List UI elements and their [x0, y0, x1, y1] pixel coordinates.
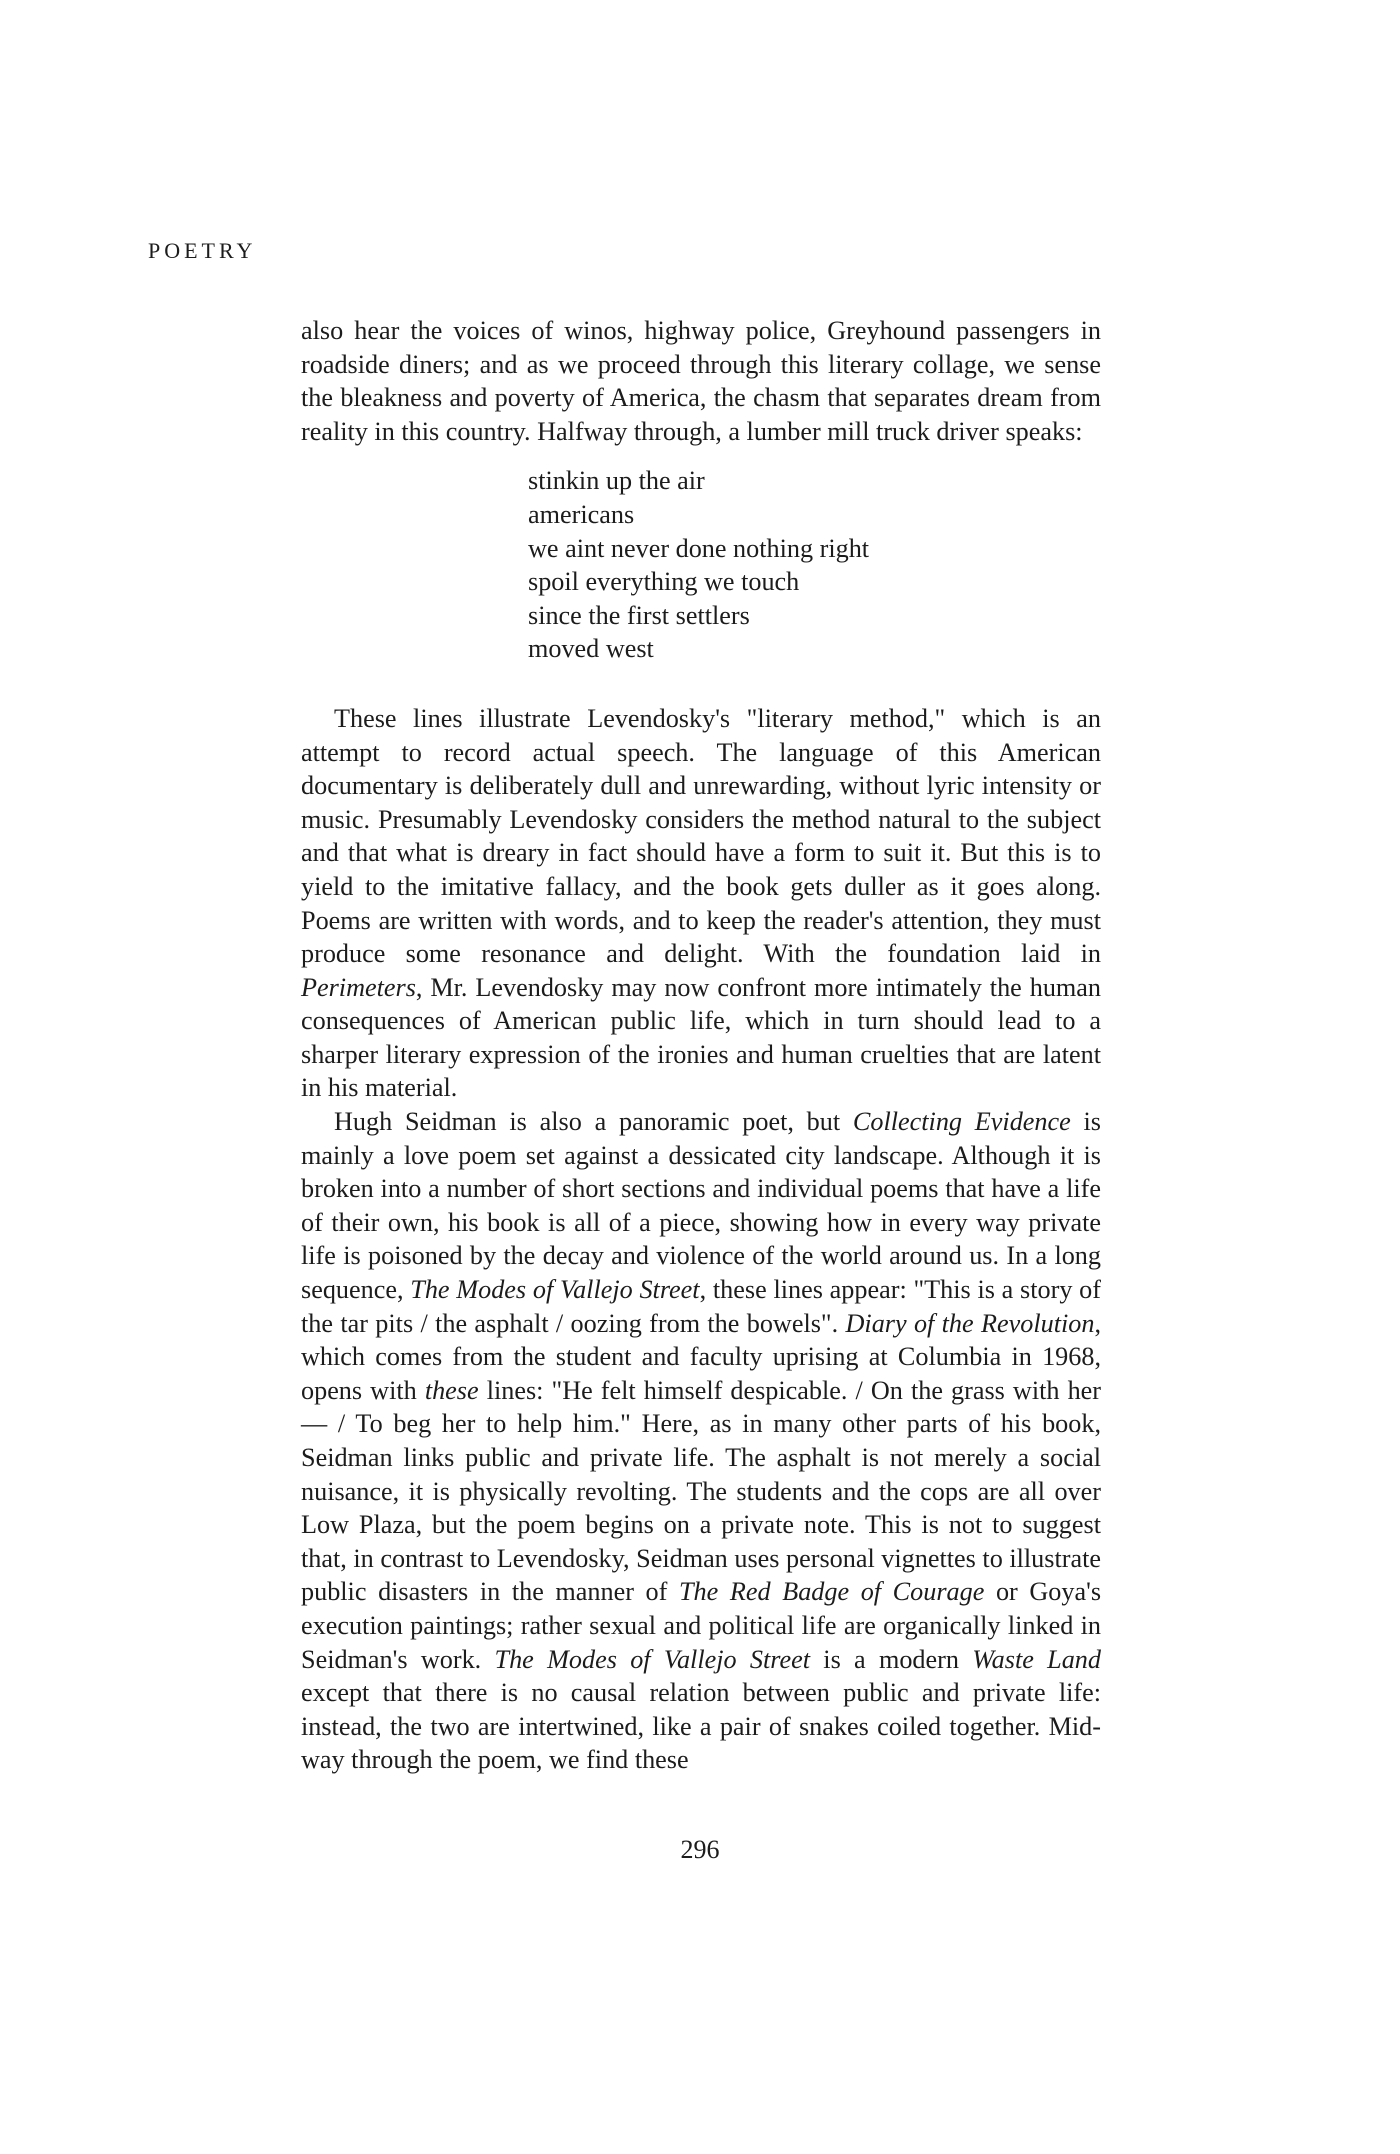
body-text — [301, 314, 1101, 1777]
text-run: except that there is no causal relation between public and private life: instead, the two are intertwined, like a pair of snakes coiled together. Mid-way through the poem, we find these — [301, 1678, 1101, 1775]
running-head: POETRY — [148, 238, 257, 263]
seidman-paragraph — [301, 1105, 1101, 1777]
text-run: or Goya's execution paintings; rather sexual and political life are organically linked in Seidman's work. — [301, 1577, 1102, 1674]
verse-line: we aint never done nothing right — [528, 533, 870, 563]
text-run: , which comes from the student and faculty uprising at Columbia in 1968, opens with — [301, 1308, 1101, 1405]
intro-paragraph: also hear the voices of winos, highway police, Greyhound passengers in roadside diners; and as we proceed through this literary collage, we sense the bleakness and poverty of America, the chasm that separates dream from reality in this country. Halfway through, a lumber mill truck driver speaks: — [301, 316, 1101, 446]
text-run: Hugh Seidman is also a panoramic poet, but — [334, 1107, 853, 1137]
text-run: , Mr. Levendosky may now confront more intimately the human consequences of American public life, which in turn should lead to a sharper literary expression of the ironies and human cruelties that are latent in his material. — [301, 972, 1101, 1103]
book-title-collecting-evidence: Collecting Evidence — [852, 1107, 1071, 1137]
text-run: is a modern — [810, 1644, 973, 1674]
book-title-red-badge: The Red Badge of Courage — [678, 1577, 985, 1607]
text-run: , these lines appear: "This is a story of the tar pits / the asphalt / oozing from the bowels". — [301, 1275, 1101, 1338]
page-number: 296 — [680, 1835, 720, 1864]
book-title-perimeters: Perimeters — [301, 972, 416, 1002]
text-run: lines: "He felt himself despicable. / On the grass with her— / To beg her to help him." Here, as in many other parts of his book, Seidman links public and private life. The asphalt is not merely a social nuisance, it is physically revolting. The students and the cops are all over Low Plaza, but the poem begins on a private note. This is not to suggest that, in contrast to Levendosky, Seidman uses personal vignettes to illustrate public disasters in the manner of — [301, 1375, 1102, 1607]
text-run: is mainly a love poem set against a dessicated city landscape. Although it is broken into a number of short sections and individual poems that have a life of their own, his book is all of a piece, showing how in every way private life is poisoned by the decay and violence of the world around us. In a long sequence, — [301, 1107, 1101, 1305]
verse-line: moved west — [528, 634, 654, 664]
emphasis-these: these — [424, 1375, 479, 1405]
poem-title-vallejo-street: The Modes of Vallejo Street — [494, 1644, 810, 1674]
poem-title-vallejo-street: The Modes of Vallejo Street — [410, 1275, 700, 1305]
verse-line: americans — [528, 499, 635, 529]
verse-quotation — [528, 464, 1101, 666]
poem-title-waste-land: Waste Land — [972, 1644, 1101, 1674]
verse-line: stinkin up the air — [528, 466, 705, 496]
poem-title-diary-of-the-revolution: Diary of the Revolution — [845, 1308, 1095, 1338]
verse-line: spoil everything we touch — [528, 567, 800, 597]
verse-line: since the first settlers — [528, 600, 750, 630]
text-run: These lines illustrate Levendosky's "literary method," which is an attempt to record actual speech. The language of this American documentary is deliberately dull and unrewarding, without lyric intensity or music. Presumably Levendosky considers the method natural to the subject and that what is dreary in fact should have a form to suit it. But this is to yield to the imitative fallacy, and the book gets duller as it goes along. Poems are written with words, and to keep the reader's attention, they must produce some resonance and delight. With the foundation laid in — [301, 703, 1101, 969]
levendosky-paragraph — [301, 702, 1101, 1105]
